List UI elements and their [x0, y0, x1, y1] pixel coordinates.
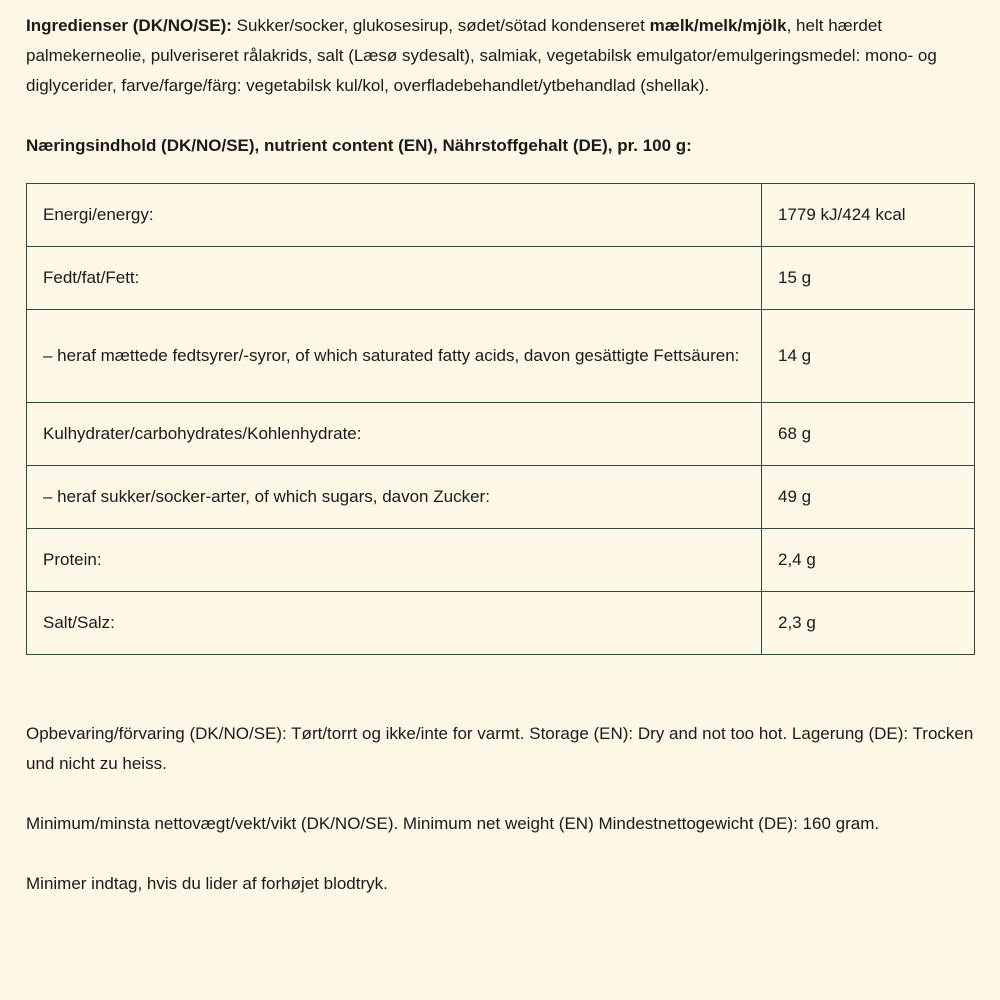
- nutrition-table: [26, 183, 975, 655]
- table-row: [27, 592, 975, 655]
- ingredients-text-end: , helt hærdet palmekerneolie, pulveriseret rålakrids, salt (Læsø sydesalt), salmiak, vegetabilsk emulgator/emulgeringsmedel: mono- og diglycerider, farve/farge/färg: vegetabilsk kul/kol, overfladebehandlet/ytbehandlad (shellak).: [26, 16, 937, 95]
- net-weight-text: Minimum/minsta nettovægt/vekt/vikt (DK/NO/SE). Minimum net weight (EN) Mindestnettogewicht (DE): 160 gram.: [26, 814, 880, 833]
- table-row: [27, 529, 975, 592]
- ingredients-allergen: mælk/melk/mjölk: [649, 16, 787, 35]
- nutrient-value: 49 g: [762, 466, 975, 529]
- nutrient-label: Protein:: [27, 529, 762, 592]
- ingredients-label: Ingredienser (DK/NO/SE):: [26, 16, 232, 35]
- nutrient-label: Kulhydrater/carbohydrates/Kohlenhydrate:: [27, 403, 762, 466]
- table-row: [27, 466, 975, 529]
- nutrient-value: 2,4 g: [762, 529, 975, 592]
- nutrition-heading: Næringsindhold (DK/NO/SE), nutrient content (EN), Nährstoffgehalt (DE), pr. 100 g:: [26, 136, 692, 155]
- nutrient-value: 15 g: [762, 247, 975, 310]
- nutrient-value: 14 g: [762, 310, 975, 403]
- storage-text: Opbevaring/förvaring (DK/NO/SE): Tørt/torrt og ikke/inte for varmt. Storage (EN): Dry and not too hot. Lagerung (DE): Trocken und nicht zu heiss.: [26, 724, 974, 773]
- product-info: [26, 11, 974, 899]
- ingredients-paragraph: [26, 11, 974, 101]
- nutrient-label: – heraf mættede fedtsyrer/-syror, of which saturated fatty acids, davon gesättigte Fettsäuren:: [27, 310, 762, 403]
- table-row: [27, 403, 975, 466]
- table-row: [27, 310, 975, 403]
- nutrient-label: Energi/energy:: [27, 184, 762, 247]
- salt-warning-text: Minimer indtag, hvis du lider af forhøjet blodtryk.: [26, 874, 388, 893]
- ingredients-text-start: Sukker/socker, glukosesirup, sødet/sötad kondenseret: [231, 16, 650, 35]
- nutrient-value: 2,3 g: [762, 592, 975, 655]
- nutrient-value: 68 g: [762, 403, 975, 466]
- nutrient-label: – heraf sukker/socker-arter, of which sugars, davon Zucker:: [27, 466, 762, 529]
- nutrient-value: 1779 kJ/424 kcal: [762, 184, 975, 247]
- table-row: [27, 184, 975, 247]
- nutrient-label: Fedt/fat/Fett:: [27, 247, 762, 310]
- table-row: [27, 247, 975, 310]
- nutrient-label: Salt/Salz:: [27, 592, 762, 655]
